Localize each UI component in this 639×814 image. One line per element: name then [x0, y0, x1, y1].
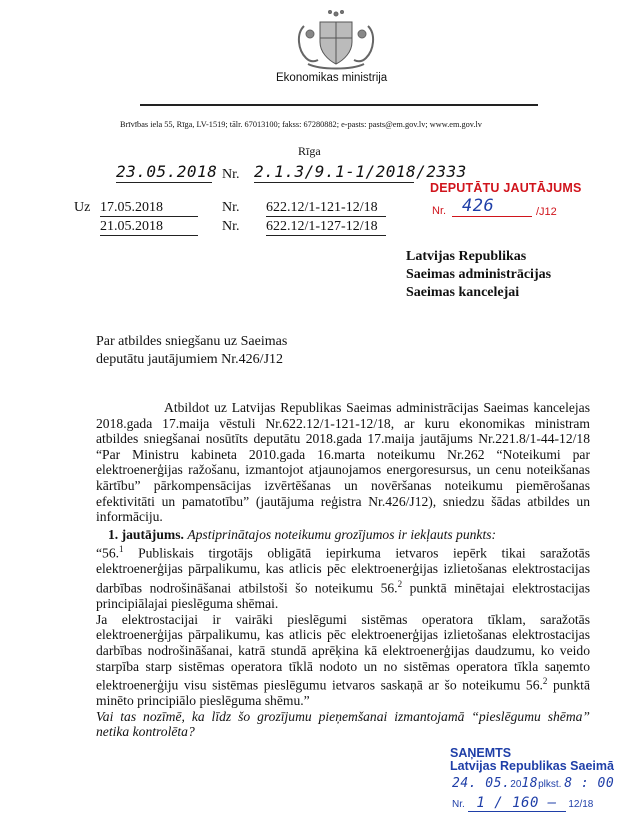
ref-number-1: 622.12/1-121-12/18	[266, 200, 378, 215]
ref-underline-1	[100, 216, 198, 217]
subject-block	[96, 333, 287, 369]
received-time: 8 : 00	[564, 776, 615, 791]
ref-number-2: 622.12/1-127-12/18	[266, 219, 378, 234]
letterhead-rule	[140, 104, 538, 106]
ref-nr-label-2: Nr.	[222, 219, 240, 234]
deputy-stamp-underline	[452, 216, 532, 217]
received-time-label: plkst.	[538, 779, 562, 790]
deputy-stamp-title: DEPUTĀTU JAUTĀJUMS	[430, 181, 582, 195]
ref-number-underline-2	[266, 235, 386, 236]
quote-open: “56.	[96, 545, 120, 561]
received-suffix: 12/18	[568, 799, 594, 810]
ref-nr-label-1: Nr.	[222, 200, 240, 215]
intro-paragraph: Atbildot uz Latvijas Republikas Saeimas administrācijas Saeimas kancelejas 2018.gada 17.maija vēstuli Nr.622.12/1-121-12/18, ar kuru ekonomikas ministram atbildes sniegšanai nosūtīts deputātu 2018.gada 17.maija jautājums Nr.221.8/1-44-12/18 “Par Ministru kabineta 2010.gada 16.marta noteikumu Nr.262 “Noteikumi par elektroenerģijas ražošanu, izmantojot atjaunojamos energoresursus, un cenu noteikšanas kārtību” pārkompensācijas izvērtēšanas un novēršanas noteikumu piemērošanas efektivitāti un pamatotību” (jautājuma reģistra Nr.426/J12), sniedzu šādas atbildes un informāciju.	[96, 400, 590, 525]
received-stamp-org: Latvijas Republikas Saeimā	[450, 759, 614, 773]
quote-part-2: Ja elektrostacijai ir vairāki pieslēgumi sistēmas operatora tīklam, saražotās elektroenerģijas pārpalikumu, kas atlicis pēc elektroenerģijas izlietošanas elektrostacijas darbības nodrošināšanai, katrā stundā aprēķina kā elektroenerģijas daudzumu, ko veido starpība starp sistēmas operatora tīklā nodoto un no sistēmas operatora tīkla saņemto elektroenerģiju visu sistēmas pieslēgumu ietvaros saskaņā ar šo noteikumu 56.	[96, 611, 590, 693]
received-stamp-date-row	[452, 776, 614, 791]
recipient-line: Saeimas kancelejai	[406, 285, 520, 300]
superscript: 1	[119, 544, 124, 555]
received-year-prefix: 20	[510, 779, 522, 790]
letter-date: 23.05.2018	[116, 162, 218, 181]
received-number: 1 / 160 –	[468, 795, 566, 812]
question-1-intro: Apstiprinātajos noteikumu grozījumos ir iekļauts punkts:	[187, 526, 497, 542]
recipient-line: Saeimas administrācijas	[406, 267, 552, 282]
quote-part-1-end: punktā minētajai elektrostacijas principiālajai pieslēguma shēmai.	[96, 580, 591, 612]
subject-line: deputātu jautājumiem Nr.426/J12	[96, 352, 284, 367]
received-year: 18	[521, 776, 539, 791]
coat-of-arms-emblem	[290, 4, 382, 72]
question-1-paragraph	[96, 527, 590, 612]
uz-label: Uz	[74, 200, 91, 215]
letter-number: 2.1.3/9.1-1/2018/2333	[254, 162, 467, 181]
deputy-stamp-nr-label: Nr.	[432, 205, 447, 217]
superscript: 2	[397, 579, 403, 590]
city: Rīga	[298, 144, 321, 158]
nr-label: Nr.	[222, 167, 240, 182]
ministry-name: Ekonomikas ministrija	[276, 72, 388, 84]
received-stamp-nr-row	[452, 795, 593, 812]
recipient-line: Latvijas Republikas	[406, 249, 527, 264]
received-nr-label: Nr.	[452, 799, 465, 810]
subject-line: Par atbildes sniegšanu uz Saeimas	[96, 334, 288, 349]
ref-number-underline-1	[266, 216, 386, 217]
ref-date-1: 17.05.2018	[100, 200, 163, 215]
deputy-stamp-suffix: /J12	[536, 206, 557, 218]
received-date: 24. 05.	[452, 776, 511, 791]
date-underline	[116, 182, 212, 183]
number-underline	[254, 182, 414, 183]
contact-line: Brīvības iela 55, Rīga, LV-1519; tālr. 67013100; fakss: 67280882; e-pasts: pasts@em.gov.lv; www.em.gov.lv	[120, 120, 482, 129]
ref-date-2: 21.05.2018	[100, 219, 163, 234]
deputy-stamp-number: 426	[462, 196, 495, 216]
quote-part-2-end: punktā minēto principiālo pieslēguma shēmu.”	[96, 677, 590, 709]
question-1-label: 1. jautājums.	[108, 526, 184, 542]
received-stamp-title: SAŅEMTS	[450, 746, 512, 760]
question-text: Vai tas nozīmē, ka līdz šo grozījumu pieņemšanai izmantojamā “pieslēgumu shēma” netika kontrolēta?	[96, 708, 590, 740]
letter-body	[96, 400, 590, 740]
ref-underline-2	[100, 235, 198, 236]
superscript: 2	[542, 676, 548, 687]
quote-part-1: Publiskais tirgotājs obligātā iepirkuma ietvaros iepērk tikai saražotās elektroenerģijas pārpalikumu, kas atlicis pēc elektroenerģijas izlietošanas elektrostacijas darbības nodrošināšanai atbilstoši šo noteikumu 56.	[96, 545, 590, 596]
quote-paragraph-2	[96, 612, 590, 709]
recipient-block	[406, 248, 551, 302]
